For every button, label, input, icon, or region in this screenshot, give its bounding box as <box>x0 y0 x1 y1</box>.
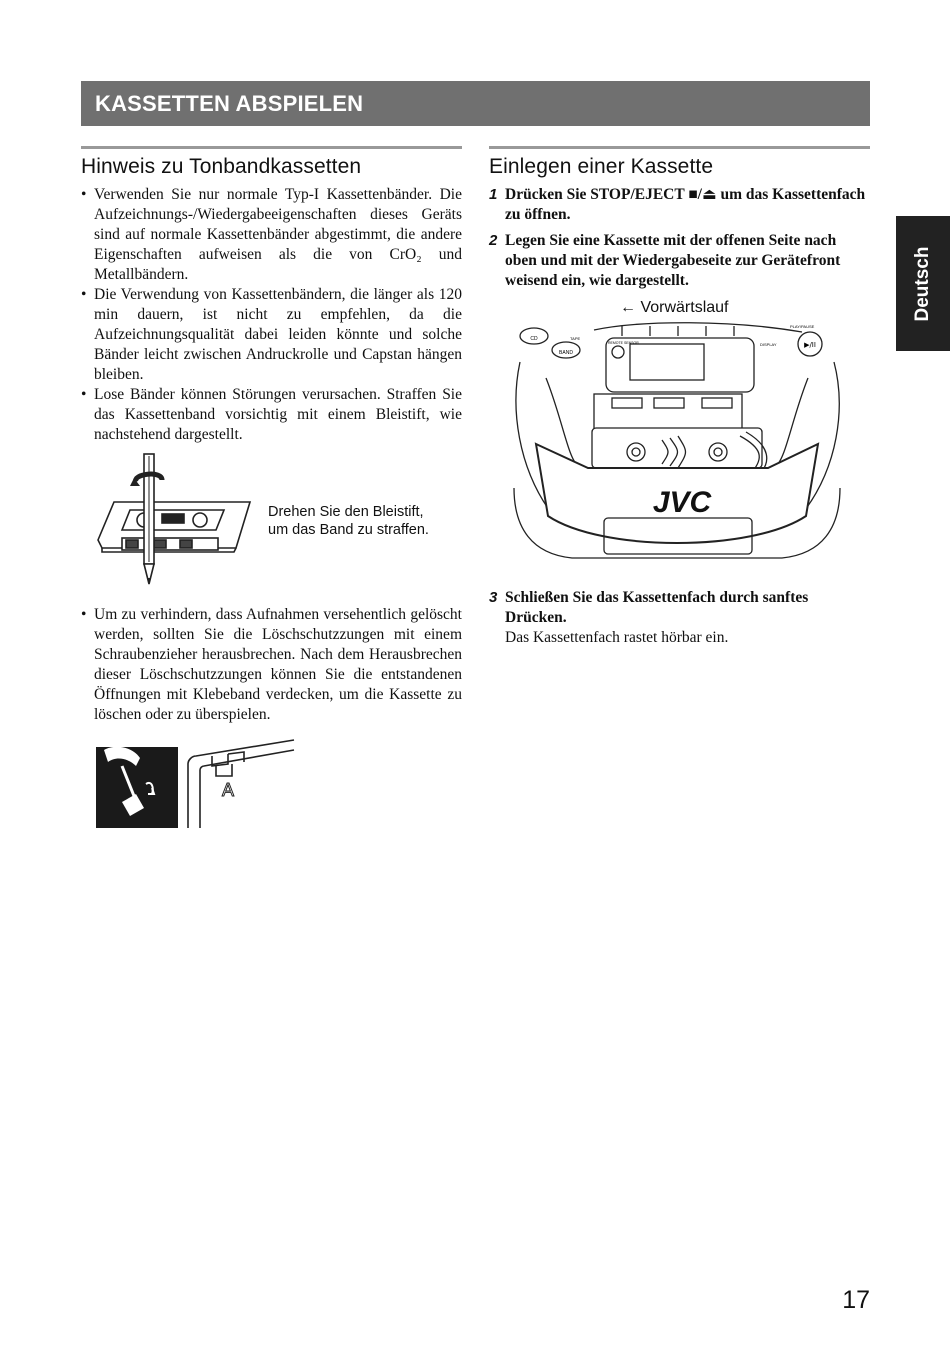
tab-label: A <box>222 780 235 800</box>
heading-insert-cassette: Einlegen einer Kassette <box>489 155 714 178</box>
play-pause-label: PLAY/PAUSE <box>790 324 815 329</box>
caption-line: Drehen Sie den Bleistift, <box>268 504 424 520</box>
erase-protection-note <box>81 605 462 725</box>
heading-rule <box>81 146 462 149</box>
boombox-illustration <box>512 318 842 576</box>
list-item: • Die Verwendung von Kassettenbändern, die länger als 120 min dauern, ist nicht zu empfehlen, da die Aufzeichnungsqualität dabei leiden könnte und solche Bänder leicht zwischen Andruckrolle und Capstan hängen bleiben. <box>81 285 462 385</box>
step-text: Schließen Sie das Kassettenfach durch sanftes Drücken. <box>505 589 809 626</box>
section-banner <box>81 81 870 126</box>
step-number: 2 <box>489 232 498 249</box>
step-item <box>489 588 870 648</box>
list-item: • Verwenden Sie nur normale Typ-I Kassettenbänder. Die Aufzeichnungs-/Wiedergabeeigenschaften dieses Geräts sind auf normale Kassettenbänder abgestimmt, die andere Eigenschaften aufweisen als die von CrO₂ und Metallbändern. <box>81 185 462 285</box>
insert-steps <box>489 185 870 291</box>
erase-tab-illustration <box>96 736 296 832</box>
step-number: 3 <box>489 589 498 606</box>
list-item: • Um zu verhindern, dass Aufnahmen versehentlich gelöscht werden, sollten Sie die Löschschutzzungen mit einem Schraubenzieher herausbrechen. Nach dem Herausbrechen dieser Löschschutzzungen können Sie die entstandenen Öffnungen mit Klebeband verdecken, um die Kassette zu löschen oder zu überspielen. <box>81 605 462 725</box>
step-text: Drücken Sie STOP/EJECT ■/⏏ um das Kassettenfach zu öffnen. <box>505 186 866 223</box>
pencil-cassette-illustration <box>96 452 266 588</box>
left-column <box>81 146 462 445</box>
play-pause-icon: ▶/II <box>804 341 816 349</box>
language-tab-label: Deutsch <box>912 246 933 321</box>
step-3-block <box>489 588 870 654</box>
cassette-corner-icon <box>188 740 294 828</box>
page-number: 17 <box>842 1286 870 1314</box>
cd-button-label: CD <box>530 336 538 342</box>
list-item: • Lose Bänder können Störungen verursachen. Straffen Sie das Kassettenband vorsichtig mit einem Bleistift, wie nachstehend dargestellt. <box>81 385 462 445</box>
step-text: Legen Sie eine Kassette mit der offenen Seite nach oben und mit der Wiedergabeseite zur Gerätefront weisend ein, wie dargestellt. <box>505 232 841 289</box>
step-note: Das Kassettenfach rastet hörbar ein. <box>505 629 729 646</box>
step-item <box>489 231 870 291</box>
right-column <box>489 146 870 297</box>
heading-rule <box>489 146 870 149</box>
step-item <box>489 185 870 225</box>
forward-direction-label: ← Vorwärtslauf <box>620 299 729 316</box>
band-button-label: BAND <box>559 350 573 356</box>
display-label: DISPLAY <box>760 342 777 347</box>
caption-line: um das Band zu straffen. <box>268 522 429 538</box>
step-number: 1 <box>489 186 498 203</box>
section-title: KASSETTEN ABSPIELEN <box>95 91 364 116</box>
brand-logo: JVC <box>652 486 712 519</box>
language-tab <box>896 216 950 351</box>
tape-label: TAPE <box>570 336 581 341</box>
tape-notes-list <box>81 185 462 445</box>
remote-sensor-label: REMOTE SENSOR <box>608 341 639 345</box>
pencil-caption <box>268 503 429 539</box>
heading-tape-notes: Hinweis zu Tonbandkassetten <box>81 155 362 178</box>
